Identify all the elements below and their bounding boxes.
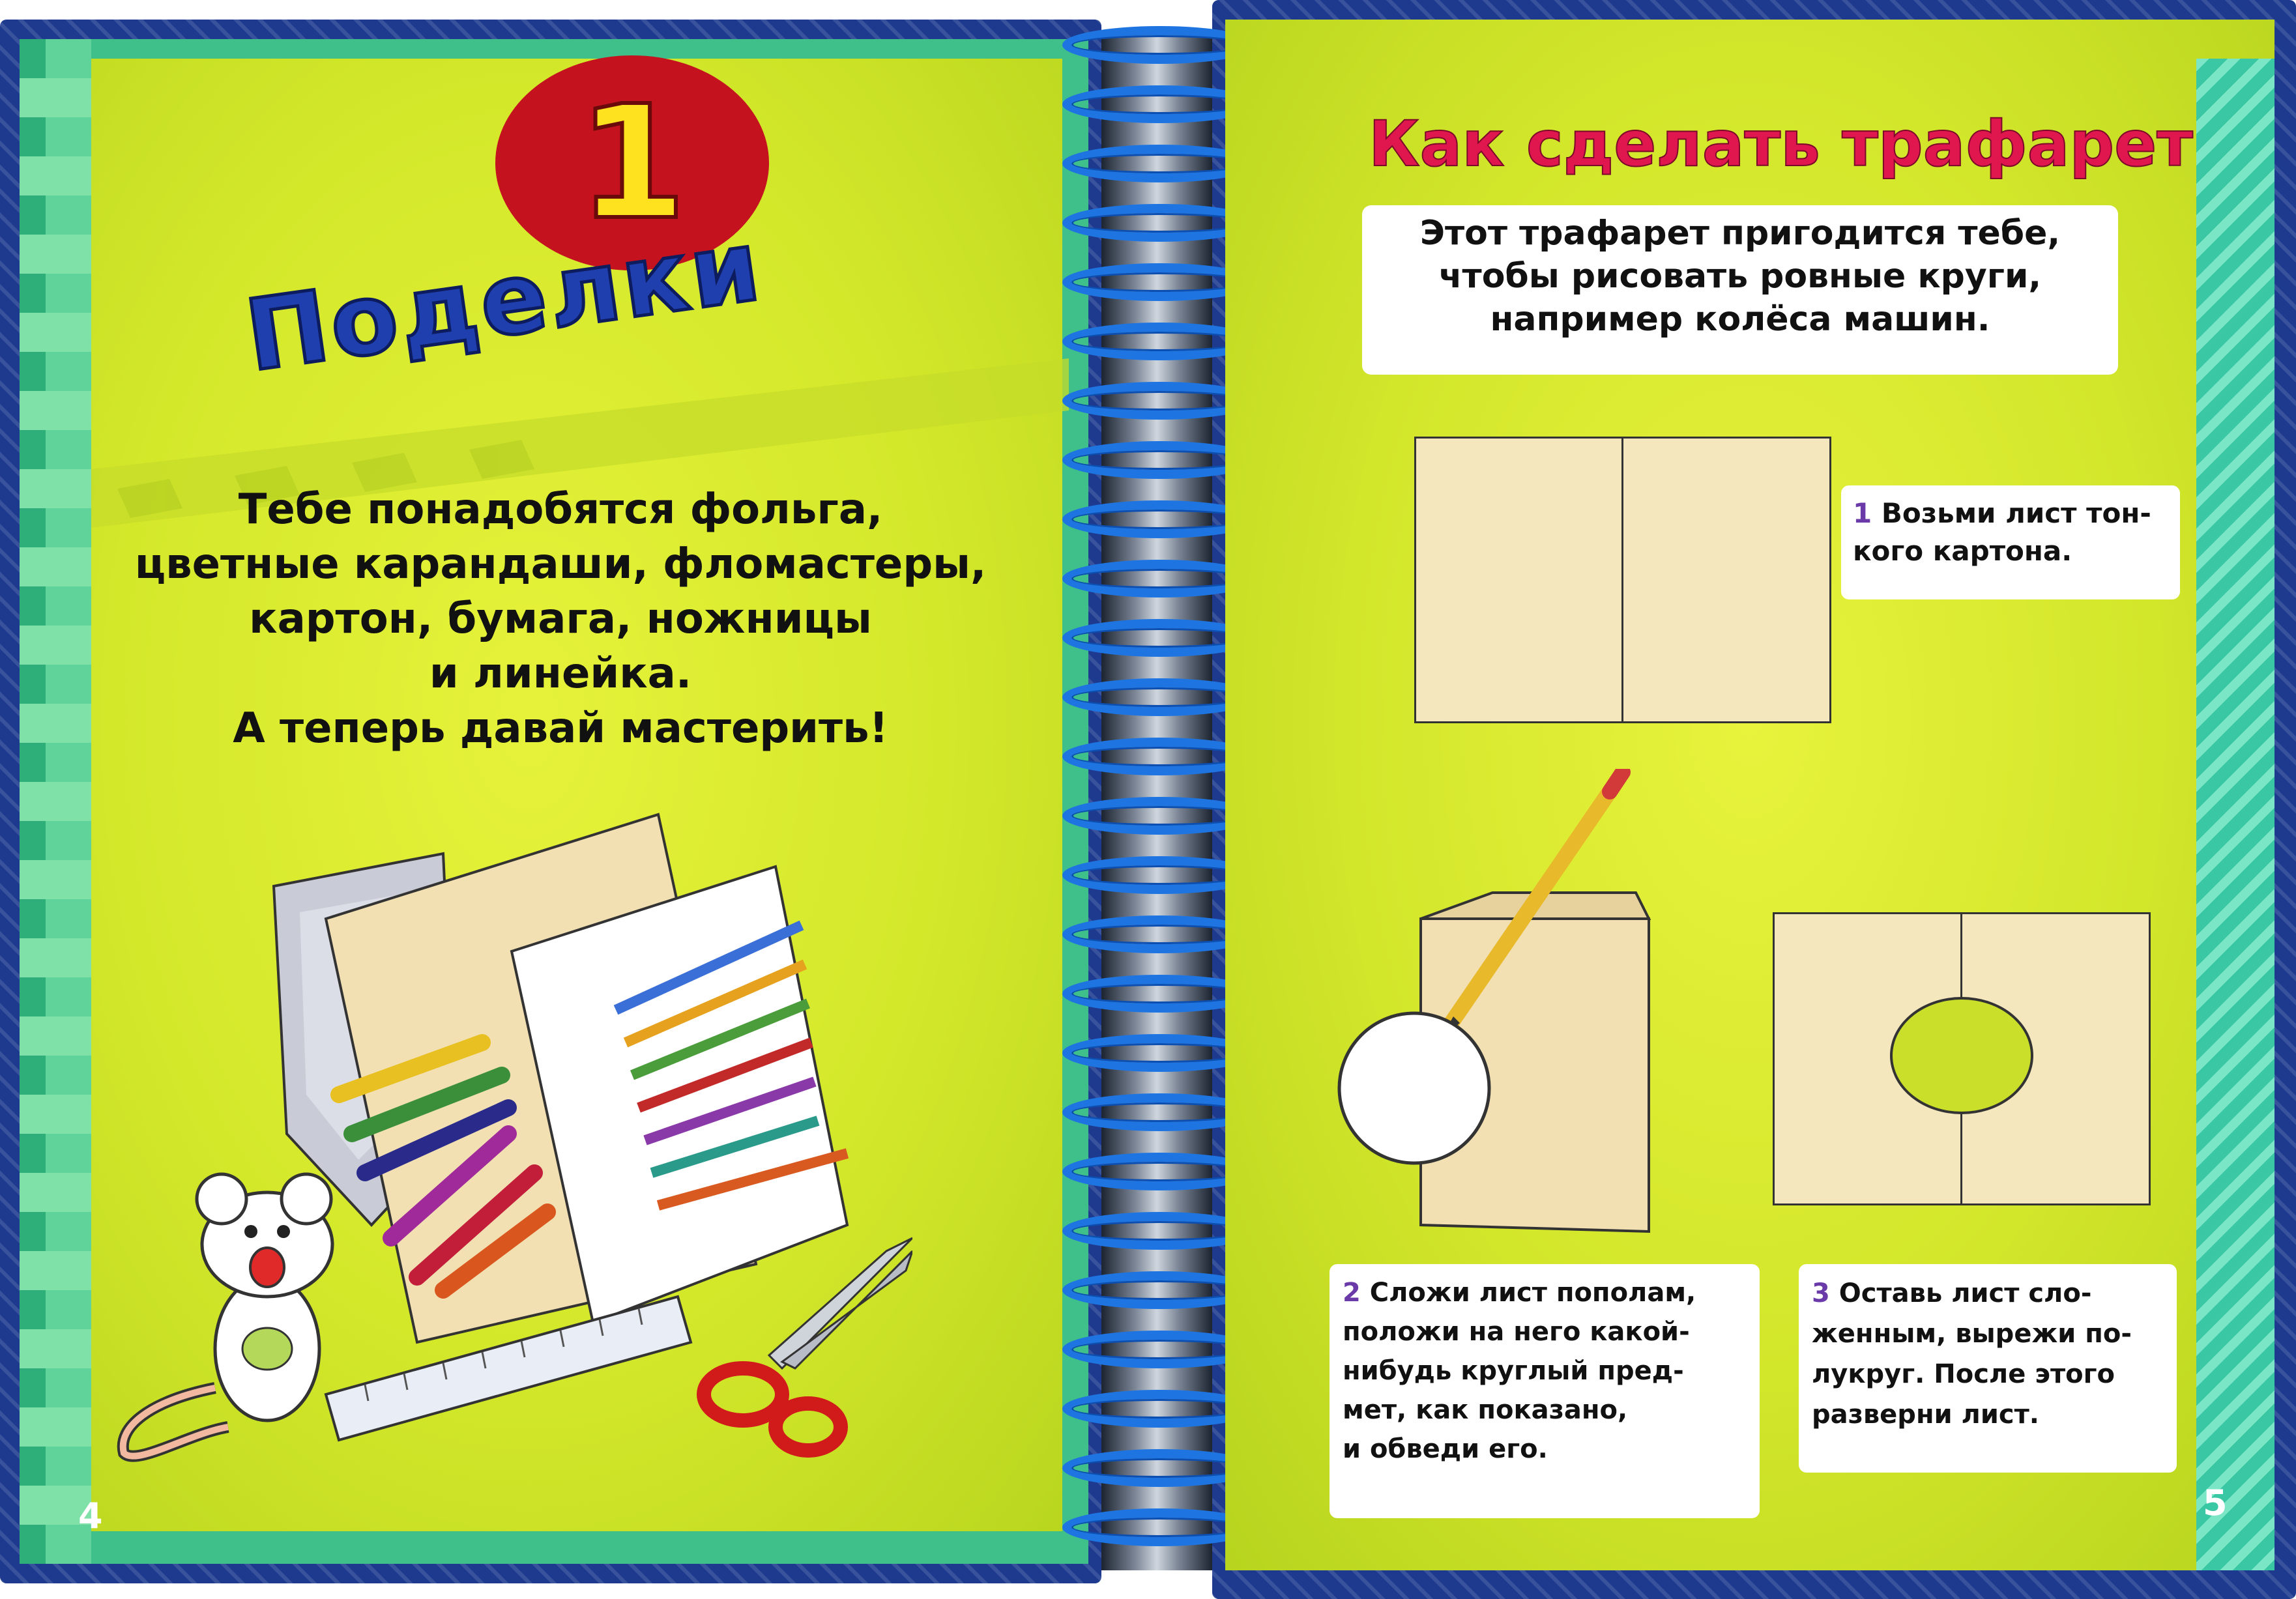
step-3-number: 3 — [1812, 1278, 1830, 1308]
callout-line: Этот трафарет пригодится тебе, — [1419, 214, 2061, 253]
step-2-box — [1330, 1264, 1760, 1518]
step-2-line: Сложи лист пополам, — [1369, 1278, 1696, 1308]
intro-line: и линейка. — [429, 650, 692, 698]
step-3-line: Оставь лист сло- — [1838, 1278, 2092, 1308]
step-2-line: нибудь круглый пред- — [1343, 1356, 1684, 1386]
chapter-number: 1 — [577, 72, 687, 254]
callout-text — [1375, 212, 2105, 341]
stencil-hole — [1890, 997, 2033, 1114]
page-title-left: Поделки — [239, 209, 769, 394]
fold-line — [1621, 437, 1623, 723]
intro-line: цветные карандаши, фломастеры, — [134, 540, 987, 588]
step-2-line: и обведи его. — [1343, 1434, 1548, 1464]
step-3-line: лукруг. После этого — [1812, 1359, 2115, 1389]
craft-materials-illustration — [261, 769, 912, 1473]
step-1-line: Возьми лист тон- — [1881, 497, 2151, 529]
left-decorative-strip — [20, 39, 91, 1564]
step-1-line: кого картона. — [1853, 535, 2072, 567]
callout-line: например колёса машин. — [1490, 300, 1990, 339]
intro-text — [111, 482, 1010, 756]
mouse-character — [111, 1153, 358, 1466]
intro-line: Тебе понадобятся фольга, — [238, 485, 883, 534]
step-3-line: женным, вырежи по- — [1812, 1319, 2132, 1349]
page-title-right: Как сделать трафарет — [1369, 108, 2193, 180]
intro-line: картон, бумага, ножницы — [249, 595, 872, 643]
step-2-line: положи на него какой- — [1343, 1317, 1690, 1347]
intro-line: А теперь давай мастерить! — [233, 704, 888, 753]
step-2-line: мет, как показано, — [1343, 1395, 1628, 1425]
callout-line: чтобы рисовать ровные круги, — [1438, 257, 2042, 296]
page-number-right: 5 — [2203, 1482, 2228, 1523]
step-1-number: 1 — [1853, 497, 1872, 529]
folded-card-illustration — [1330, 769, 1694, 1238]
step-3-line: разверни лист. — [1812, 1400, 2039, 1430]
right-decorative-strip — [2196, 59, 2274, 1570]
step-2-number: 2 — [1343, 1278, 1361, 1308]
page-number-left: 4 — [78, 1495, 103, 1536]
step-1-box — [1841, 485, 2180, 599]
round-object — [1339, 1013, 1489, 1163]
step-3-box — [1799, 1264, 2177, 1473]
